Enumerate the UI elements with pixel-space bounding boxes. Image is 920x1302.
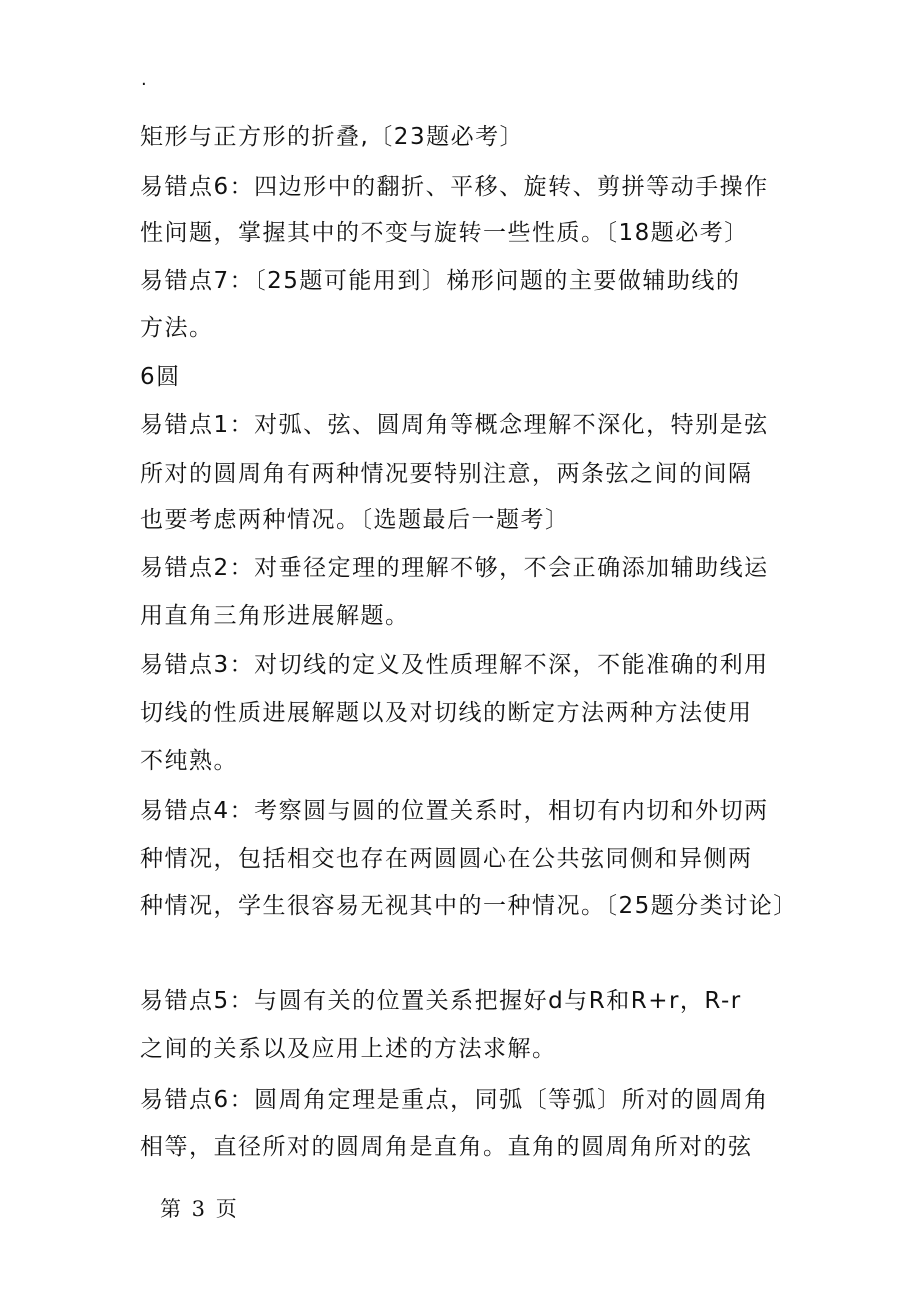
text-line: 易错点3：对切线的定义及性质理解不深，不能准确的利用 <box>140 652 769 678</box>
text-line: 也要考虑两种情况。〔选题最后一题考〕 <box>140 507 570 533</box>
text-line: 之间的关系以及应用上述的方法求解。 <box>140 1036 557 1062</box>
page-number: 第 3 页 <box>160 1197 239 1221</box>
text-line: 种情况，包括相交也存在两圆圆心在公共弦同侧和异侧两 <box>140 846 753 872</box>
text-line: 矩形与正方形的折叠,〔23题必考〕 <box>140 124 525 150</box>
text-line: 方法。 <box>140 315 214 341</box>
section-heading: 6圆 <box>140 364 181 390</box>
text-line: 易错点4：考察圆与圆的位置关系时，相切有内切和外切两 <box>140 798 769 824</box>
text-line: 种情况，学生很容易无视其中的一种情况。〔25题分类讨论〕 <box>140 893 798 919</box>
text-line: 易错点6：四边形中的翻折、平移、旋转、剪拼等动手操作 <box>140 174 769 200</box>
text-line: 易错点6：圆周角定理是重点，同弧〔等弧〕所对的圆周角 <box>140 1087 769 1113</box>
text-line: 易错点7：〔25题可能用到〕梯形问题的主要做辅助线的 <box>140 268 741 294</box>
text-line: 相等，直径所对的圆周角是直角。直角的圆周角所对的弦 <box>140 1134 753 1160</box>
text-line: 易错点1：对弧、弦、圆周角等概念理解不深化，特别是弦 <box>140 412 769 438</box>
text-line: 易错点2：对垂径定理的理解不够，不会正确添加辅助线运 <box>140 555 769 581</box>
text-line: 用直角三角形进展解题。 <box>140 603 410 629</box>
text-line: 性问题，掌握其中的不变与旋转一些性质。〔18题必考〕 <box>140 220 749 246</box>
text-line: 不纯熟。 <box>140 748 238 774</box>
text-line: 易错点5：与圆有关的位置关系把握好d与R和R+r，R-r <box>140 988 742 1014</box>
page-mark: . <box>141 69 147 90</box>
text-line: 所对的圆周角有两种情况要特别注意，两条弦之间的间隔 <box>140 461 753 487</box>
text-line: 切线的性质进展解题以及对切线的断定方法两种方法使用 <box>140 700 753 726</box>
